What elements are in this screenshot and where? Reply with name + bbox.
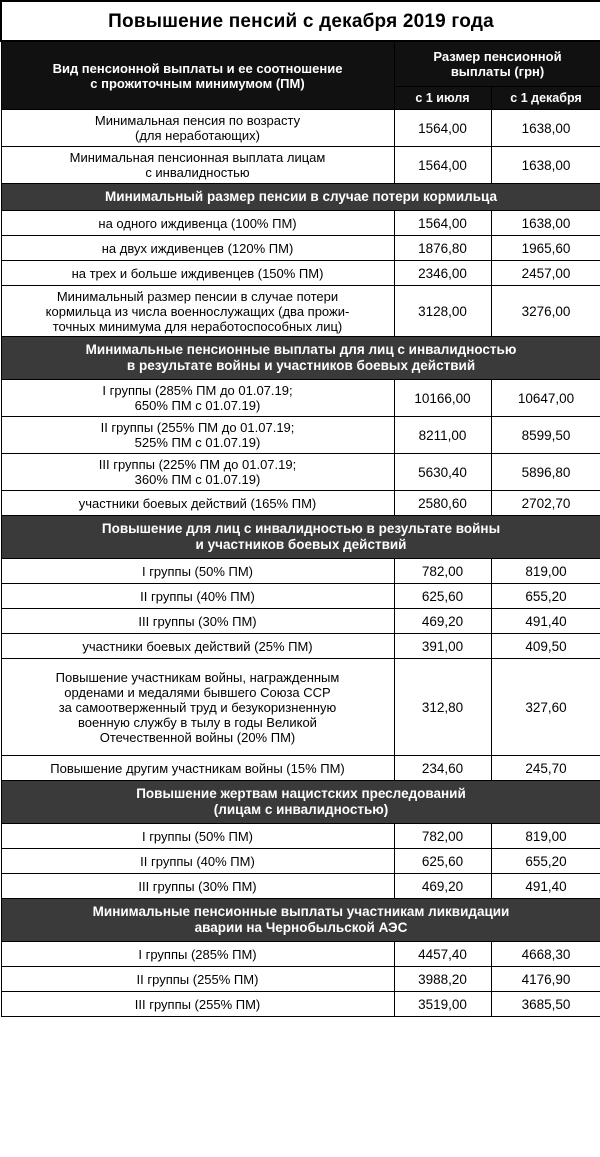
table-row	[1, 417, 600, 454]
row-label: II группы (255% ПМ)	[1, 967, 394, 992]
row-label: II группы (40% ПМ)	[1, 849, 394, 874]
row-label: II группы (255% ПМ до 01.07.19; 525% ПМ с 01.07.19)	[1, 417, 394, 454]
value-from-july: 2580,60	[394, 491, 491, 516]
table-row	[1, 942, 600, 967]
table-row	[1, 286, 600, 337]
value-from-december: 1638,00	[491, 147, 600, 184]
row-label: на трех и больше иждивенцев (150% ПМ)	[1, 261, 394, 286]
value-from-july: 3128,00	[394, 286, 491, 337]
table-row	[1, 380, 600, 417]
title-row	[1, 1, 600, 41]
section-header-row	[1, 337, 600, 380]
value-from-july: 8211,00	[394, 417, 491, 454]
row-label: I группы (50% ПМ)	[1, 559, 394, 584]
value-from-december: 245,70	[491, 756, 600, 781]
value-from-december: 5896,80	[491, 454, 600, 491]
value-from-july: 1564,00	[394, 147, 491, 184]
value-from-december: 1638,00	[491, 211, 600, 236]
value-from-december: 655,20	[491, 849, 600, 874]
table-row	[1, 211, 600, 236]
table-row	[1, 849, 600, 874]
table-row	[1, 634, 600, 659]
table-row	[1, 967, 600, 992]
value-from-december: 4176,90	[491, 967, 600, 992]
value-from-july: 10166,00	[394, 380, 491, 417]
value-from-july: 782,00	[394, 824, 491, 849]
value-from-december: 2702,70	[491, 491, 600, 516]
row-label: Минимальная пенсионная выплата лицам с инвалидностью	[1, 147, 394, 184]
table-row	[1, 992, 600, 1017]
value-from-december: 8599,50	[491, 417, 600, 454]
table-row	[1, 756, 600, 781]
section-title: Повышение жертвам нацистских преследований (лицам с инвалидностью)	[1, 781, 600, 824]
value-from-july: 234,60	[394, 756, 491, 781]
table-row	[1, 491, 600, 516]
header-from-july: с 1 июля	[394, 87, 491, 110]
value-from-december: 10647,00	[491, 380, 600, 417]
value-from-december: 327,60	[491, 659, 600, 756]
header-type-of-payment: Вид пенсионной выплаты и ее соотношение с прожиточным минимумом (ПМ)	[1, 41, 394, 110]
table-row	[1, 454, 600, 491]
row-label: участники боевых действий (25% ПМ)	[1, 634, 394, 659]
table-row	[1, 659, 600, 756]
value-from-december: 491,40	[491, 609, 600, 634]
value-from-july: 1876,80	[394, 236, 491, 261]
table-row	[1, 110, 600, 147]
value-from-december: 3685,50	[491, 992, 600, 1017]
section-header-row	[1, 899, 600, 942]
table-row	[1, 147, 600, 184]
value-from-december: 4668,30	[491, 942, 600, 967]
value-from-december: 491,40	[491, 874, 600, 899]
value-from-july: 2346,00	[394, 261, 491, 286]
value-from-july: 312,80	[394, 659, 491, 756]
value-from-july: 1564,00	[394, 211, 491, 236]
section-header-row	[1, 781, 600, 824]
value-from-december: 2457,00	[491, 261, 600, 286]
table-body	[1, 110, 600, 1017]
value-from-july: 625,60	[394, 584, 491, 609]
table-row	[1, 874, 600, 899]
row-label: на одного иждивенца (100% ПМ)	[1, 211, 394, 236]
table-row	[1, 236, 600, 261]
row-label: I группы (50% ПМ)	[1, 824, 394, 849]
table-title: Повышение пенсий с декабря 2019 года	[1, 1, 600, 41]
value-from-july: 469,20	[394, 874, 491, 899]
value-from-july: 625,60	[394, 849, 491, 874]
value-from-december: 819,00	[491, 824, 600, 849]
value-from-july: 391,00	[394, 634, 491, 659]
value-from-december: 819,00	[491, 559, 600, 584]
table-row	[1, 261, 600, 286]
row-label: Повышение участникам войны, награжденным орденами и медалями бывшего Союза ССР за самоотверженный труд и безукоризненную военную службу в тылу в годы Великой Отечественной войны (20% ПМ)	[1, 659, 394, 756]
value-from-july: 782,00	[394, 559, 491, 584]
value-from-december: 3276,00	[491, 286, 600, 337]
row-label: III группы (30% ПМ)	[1, 874, 394, 899]
row-label: I группы (285% ПМ)	[1, 942, 394, 967]
value-from-december: 1965,60	[491, 236, 600, 261]
header-payment-size: Размер пенсионной выплаты (грн)	[394, 41, 600, 87]
table-row	[1, 584, 600, 609]
value-from-july: 3988,20	[394, 967, 491, 992]
section-header-row	[1, 184, 600, 211]
row-label: III группы (255% ПМ)	[1, 992, 394, 1017]
section-header-row	[1, 516, 600, 559]
section-title: Минимальный размер пенсии в случае потери кормильца	[1, 184, 600, 211]
row-label: Повышение другим участникам войны (15% ПМ)	[1, 756, 394, 781]
value-from-december: 409,50	[491, 634, 600, 659]
section-title: Повышение для лиц с инвалидностью в результате войны и участников боевых действий	[1, 516, 600, 559]
row-label: III группы (225% ПМ до 01.07.19; 360% ПМ с 01.07.19)	[1, 454, 394, 491]
header-row	[1, 41, 600, 87]
value-from-july: 1564,00	[394, 110, 491, 147]
value-from-july: 3519,00	[394, 992, 491, 1017]
row-label: III группы (30% ПМ)	[1, 609, 394, 634]
value-from-december: 655,20	[491, 584, 600, 609]
row-label: II группы (40% ПМ)	[1, 584, 394, 609]
value-from-december: 1638,00	[491, 110, 600, 147]
value-from-july: 4457,40	[394, 942, 491, 967]
table-row	[1, 824, 600, 849]
row-label: Минимальный размер пенсии в случае потери кормильца из числа военнослужащих (два прожи- точных минимума для неработоспособных лиц)	[1, 286, 394, 337]
table-row	[1, 609, 600, 634]
row-label: Минимальная пенсия по возрасту (для неработающих)	[1, 110, 394, 147]
value-from-july: 5630,40	[394, 454, 491, 491]
table-row	[1, 559, 600, 584]
value-from-july: 469,20	[394, 609, 491, 634]
section-title: Минимальные пенсионные выплаты участникам ликвидации аварии на Чернобыльской АЭС	[1, 899, 600, 942]
section-title: Минимальные пенсионные выплаты для лиц с инвалидностью в результате войны и участников боевых действий	[1, 337, 600, 380]
row-label: I группы (285% ПМ до 01.07.19; 650% ПМ с 01.07.19)	[1, 380, 394, 417]
row-label: на двух иждивенцев (120% ПМ)	[1, 236, 394, 261]
header-from-december: с 1 декабря	[491, 87, 600, 110]
row-label: участники боевых действий (165% ПМ)	[1, 491, 394, 516]
